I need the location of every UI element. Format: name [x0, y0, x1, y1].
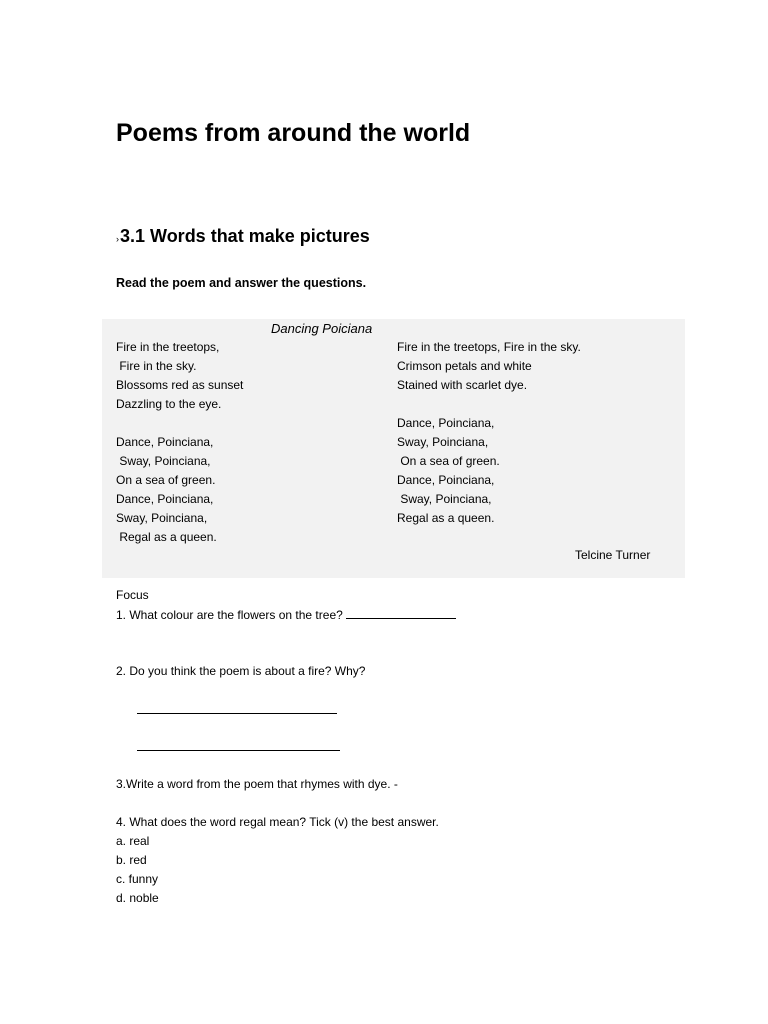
- question-1-text: 1. What colour are the flowers on the tree?: [116, 608, 343, 622]
- option-b[interactable]: b. red: [116, 853, 147, 867]
- poem-title: Dancing Poiciana: [271, 321, 373, 336]
- poem-right-column: Fire in the treetops, Fire in the sky. Crimson petals and white Stained with scarlet dye. Dance, Poinciana, Sway, Poinciana, On a sea of green. Dance, Poinciana, Sway, Poinciana, Regal as a queen.: [397, 340, 581, 525]
- option-c[interactable]: c. funny: [116, 872, 159, 886]
- focus-label: Focus: [116, 588, 149, 602]
- question-1: [116, 607, 456, 622]
- instruction-text: Read the poem and answer the questions.: [116, 276, 367, 290]
- poem-author: Telcine Turner: [575, 548, 651, 562]
- question-3: 3.Write a word from the poem that rhymes with dye. -: [116, 777, 398, 791]
- section-heading: [116, 226, 370, 247]
- option-d[interactable]: d. noble: [116, 891, 159, 905]
- section-heading-text: 3.1 Words that make pictures: [120, 226, 370, 246]
- page-title: Poems from around the world: [116, 119, 471, 147]
- question-2-answer-line-1[interactable]: [137, 713, 337, 714]
- question-2: 2. Do you think the poem is about a fire? Why?: [116, 664, 366, 678]
- question-1-answer-blank[interactable]: [346, 607, 456, 619]
- question-4: 4. What does the word regal mean? Tick (v) the best answer.: [116, 815, 439, 829]
- section-marker: ›: [116, 234, 119, 244]
- option-a[interactable]: a. real: [116, 834, 150, 848]
- question-2-answer-line-2[interactable]: [137, 750, 340, 751]
- poem-left-column: Fire in the treetops, Fire in the sky. Blossoms red as sunset Dazzling to the eye. Dance, Poinciana, Sway, Poinciana, On a sea of green. Dance, Poinciana, Sway, Poinciana, Regal as a queen.: [116, 340, 244, 544]
